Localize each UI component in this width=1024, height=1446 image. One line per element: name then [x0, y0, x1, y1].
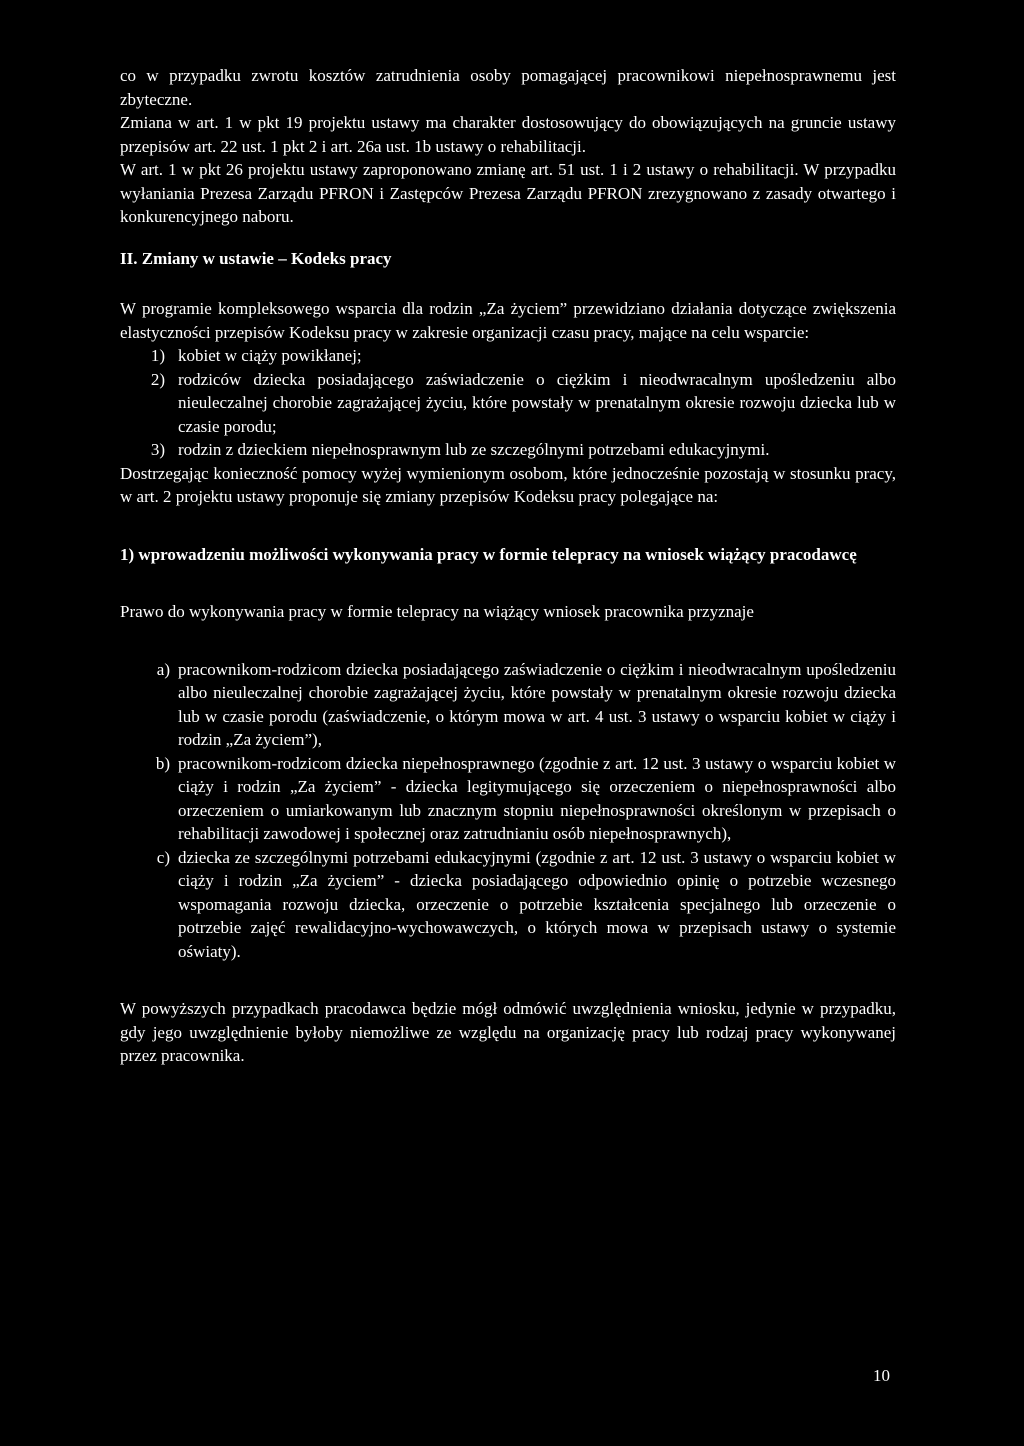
- list-marker: 1): [150, 346, 165, 365]
- list-item-text: pracownikom-rodzicom dziecka niepełnosprawnego (zgodnie z art. 12 ust. 3 ustawy o wsparciu kobiet w ciąży i rodzin „Za życiem” - dziecka legitymującego się orzeczeniem o niepełnosprawności albo orzeczeniem o umiarkowanym lub znacznym stopniu niepełnosprawności określonym w przepisach o rehabilitacji zawodowej i społecznej oraz zatrudnianiu osób niepełnosprawnych),: [178, 753, 896, 843]
- page-number: 10: [873, 1366, 890, 1385]
- list-item-text: rodziców dziecka posiadającego zaświadczenie o ciężkim i nieodwracalnym upośledzeniu albo nieuleczalnej chorobie zagrażającej życiu, które powstały w prenatalnym okresie rozwoju dziecka lub w czasie porodu;: [178, 369, 896, 436]
- list-marker: b): [155, 753, 170, 773]
- list-item: [120, 438, 896, 462]
- list-item-text: pracownikom-rodzicom dziecka posiadającego zaświadczenie o ciężkim i nieodwracalnym upośledzeniu albo nieuleczalnej chorobie zagrażającej życiu, które powstały w prenatalnym okresie rozwoju dziecka lub w czasie porodu (zaświadczenie, o którym mowa w art. 4 ust. 3 ustawy o wsparciu kobiet w ciąży i rodzin „Za życiem”),: [178, 659, 896, 749]
- document-page: [120, 64, 896, 1068]
- list-marker: c): [156, 847, 170, 867]
- list-item: [120, 344, 896, 368]
- list-item-text: kobiet w ciąży powikłanej;: [178, 346, 362, 365]
- list-marker: 2): [150, 369, 165, 389]
- right-paragraph: Prawo do wykonywania pracy w formie telepracy na wiążący wniosek pracownika przyznaje: [120, 602, 754, 621]
- intro-paragraph: Zmiana w art. 1 w pkt 19 projektu ustawy ma charakter dostosowujący do obowiązujących na gruncie ustawy przepisów art. 22 ust. 1 pkt 2 i art. 26a ust. 1b ustawy o rehabilitacji.: [120, 113, 896, 156]
- list-item: [120, 846, 896, 964]
- list-item: [120, 752, 896, 846]
- list-item-text: rodzin z dzieckiem niepełnosprawnym lub ze szczególnymi potrzebami edukacyjnymi.: [178, 440, 770, 459]
- list-item: [120, 658, 896, 752]
- list-marker: 3): [150, 440, 165, 459]
- proposal-paragraph: Dostrzegając konieczność pomocy wyżej wymienionym osobom, które jednocześnie pozostają w stosunku pracy, w art. 2 projektu ustawy proponuje się zmiany przepisów Kodeksu pracy polegające na:: [120, 463, 896, 506]
- list-item: [120, 368, 896, 439]
- intro-paragraph: co w przypadku zwrotu kosztów zatrudnienia osoby pomagającej pracownikowi niepełnosprawnemu jest zbyteczne.: [120, 66, 896, 109]
- rights-list: [120, 658, 896, 964]
- section-intro: W programie kompleksowego wsparcia dla rodzin „Za życiem” przewidziano działania dotyczące zwiększenia elastyczności przepisów Kodeksu pracy w zakresie organizacji czasu pracy, mające na celu wsparcie:: [120, 299, 896, 342]
- subheading: 1) wprowadzeniu możliwości wykonywania pracy w formie telepracy na wniosek wiążący pracodawcę: [120, 544, 857, 564]
- intro-paragraph: W art. 1 w pkt 26 projektu ustawy zaproponowano zmianę art. 51 ust. 1 i 2 ustawy o rehabilitacji. W przypadku wyłaniania Prezesa Zarządu PFRON i Zastępców Prezesa Zarządu PFRON zrezygnowano z zasady otwartego i konkurencyjnego naboru.: [120, 160, 896, 226]
- closing-paragraph: W powyższych przypadkach pracodawca będzie mógł odmówić uwzględnienia wniosku, jedynie w przypadku, gdy jego uwzględnienie byłoby niemożliwe ze względu na organizację pracy lub rodzaj pracy wykonywanej przez pracownika.: [120, 999, 896, 1065]
- support-list: [120, 344, 896, 462]
- list-marker: a): [156, 659, 170, 679]
- list-item-text: dziecka ze szczególnymi potrzebami edukacyjnymi (zgodnie z art. 12 ust. 3 ustawy o wsparciu kobiet w ciąży i rodzin „Za życiem” - dziecka posiadającego odpowiednio opinię o potrzebie wczesnego wspomagania rozwoju dziecka, orzeczenie o potrzebie kształcenia specjalnego lub orzeczenie o potrzebie zajęć rewalidacyjno-wychowawczych, o których mowa w przepisach ustawy o systemie oświaty).: [178, 847, 896, 961]
- section-heading: II. Zmiany w ustawie – Kodeks pracy: [120, 248, 392, 268]
